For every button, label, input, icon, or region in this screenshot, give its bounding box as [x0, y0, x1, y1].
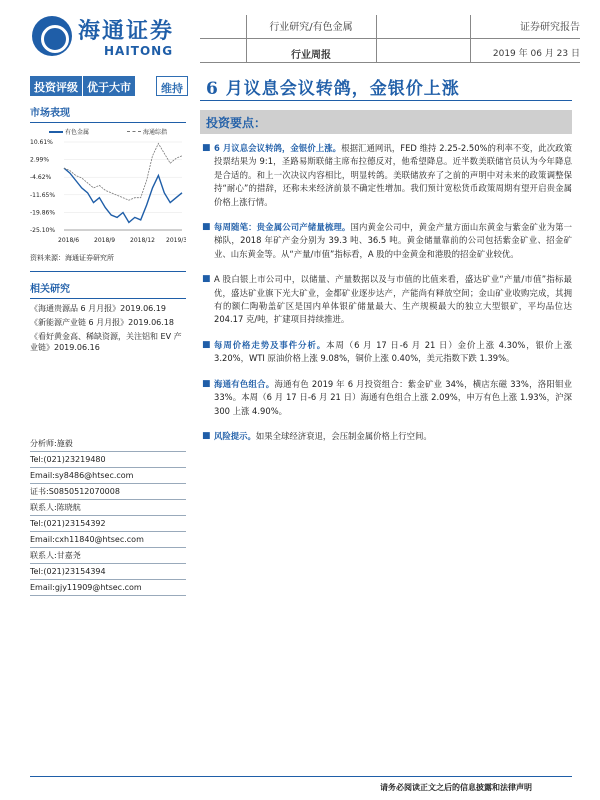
footer-disclaimer[interactable]: 请务必阅读正文之后的信息披露和法律声明 [380, 783, 532, 792]
key-point [202, 339, 572, 366]
subcategory-label: 行业周报 [291, 50, 331, 61]
bullet-icon: ■ [202, 339, 211, 350]
point-body: 本周（6 月 17 日-6 月 21 日）金价上涨 4.30%，银价上涨 3.20%，WTI 原油价格上涨 9.08%，铜价上涨 0.40%，美元指数下跌 1.39%。 [214, 339, 573, 364]
y-tick-label: 2.99% [30, 156, 50, 164]
haitong-logo [32, 14, 192, 60]
legend-item [127, 127, 167, 136]
point-lead: 风险提示。 [214, 430, 256, 441]
line-chart-svg [30, 138, 186, 248]
related-heading: 相关研究 [30, 280, 186, 299]
header-category [246, 18, 376, 61]
analyst-line: 联系人:甘嘉尧 [30, 548, 186, 564]
analyst-line[interactable]: Email:sy8486@htsec.com [30, 468, 186, 484]
left-sidebar [30, 104, 186, 356]
analyst-line: 证书:S0850512070008 [30, 484, 186, 500]
point-body: 国内黄金公司中，黄金产量方面山东黄金与紫金矿业为第一梯队，2018 年矿产金分别为 39.3 吨、36.5 吨。黄金储量靠前的公司包括紫金矿业、招金矿业、山东黄金等。从“产量/市值”指标看，A 股的中金黄金和港股的招金矿业较优。 [214, 222, 573, 259]
y-tick-label: 10.61% [30, 139, 53, 146]
header-divider [376, 15, 377, 63]
x-tick-label: 2018/9 [94, 237, 116, 244]
key-points-list [202, 142, 572, 455]
footer-rule [30, 776, 572, 777]
analyst-line[interactable]: Email:cxh11840@htsec.com [30, 532, 186, 548]
x-tick-label: 2018/12 [130, 237, 155, 244]
key-points-heading: 投资要点： [200, 110, 572, 134]
legend-item [49, 127, 89, 136]
header-rule [200, 62, 580, 63]
analyst-line: 分析师:施毅 [30, 436, 186, 452]
bullet-icon: ■ [202, 378, 211, 389]
analyst-contacts [30, 436, 186, 596]
bullet-icon: ■ [202, 274, 211, 285]
y-tick-label: -11.65% [30, 191, 56, 199]
related-item[interactable]: 《海通贵源品 6 月月报》2019.06.19 [30, 304, 166, 313]
y-tick-label: -25.10% [30, 227, 56, 234]
point-lead: 每周价格走势及事件分析。 [214, 339, 327, 350]
legend-label: 有色金属 [64, 129, 89, 136]
point-lead: 海通有色组合。 [214, 378, 275, 389]
market-chart [30, 127, 186, 249]
analyst-line: Tel:(021)23154392 [30, 516, 186, 532]
rating-label: 投资评级 [30, 76, 82, 96]
analyst-line: Tel:(021)23219480 [30, 452, 186, 468]
rating-value: 优于大市 [82, 76, 135, 96]
key-point [202, 378, 572, 418]
logo-en-text: HAITONG [104, 44, 174, 58]
report-date: 2019 年 06 月 23 日 [492, 49, 580, 59]
bullet-icon: ■ [202, 430, 211, 441]
category-label: 行业研究/有色金属 [269, 22, 353, 33]
market-heading: 市场表现 [30, 104, 186, 123]
x-tick-label: 2019/3 [166, 237, 186, 244]
related-item[interactable]: 《新能源产业链 6 月月报》2019.06.18 [30, 318, 174, 327]
series-line [64, 168, 182, 222]
report-title: 6 月议息会议转鸽，金银价上涨 [206, 79, 460, 99]
legend-label: 海通综指 [142, 129, 167, 136]
point-lead: 6 月议息会议转鸽，金银价上涨。 [214, 143, 342, 153]
analyst-line[interactable]: Email:gjy11909@htsec.com [30, 580, 186, 596]
haitong-logo-icon [32, 16, 72, 56]
bullet-icon: ■ [202, 222, 211, 233]
point-body: 如果全球经济衰退，会压制金属价格上行空间。 [255, 430, 432, 441]
report-type-label: 证券研究报告 [520, 22, 580, 33]
key-point [202, 221, 572, 261]
y-tick-label: -19.86% [30, 209, 56, 217]
chart-legend [30, 127, 186, 136]
analyst-line: 联系人:陈晓航 [30, 500, 186, 516]
y-tick-label: -4.62% [30, 174, 52, 182]
title-rule [200, 100, 572, 101]
key-point [202, 273, 572, 327]
point-lead: 每周随笔：贵金属公司产储量梳理。 [214, 222, 351, 233]
rating-status: 维持 [156, 76, 188, 96]
point-body: 海通有色 2019 年 6 月投资组合：紫金矿业 34%，横店东磁 33%，洛阳钼业 33%。本周（6 月 17 日-6 月 21 日）海通有色组合上涨 2.09%，申万有色上涨 1.93%，沪深 300 上涨 4.90%。 [214, 378, 573, 416]
chart-source: 资料来源：海通证券研究所 [30, 253, 186, 272]
logo-cn-text: 海通证券 [78, 19, 175, 44]
related-research [30, 280, 186, 353]
related-item[interactable]: 《看好黄金高、稀缺资源，关注铝和 EV 产业链》2019.06.16 [30, 332, 182, 352]
x-tick-label: 2018/6 [58, 237, 80, 244]
header-meta [470, 18, 580, 59]
key-point [202, 142, 572, 209]
key-point [202, 430, 572, 443]
point-body: A 股白银上市公司中，以储量、产量数据以及与市值的比值来看，盛达矿业“产量/市值”指标最优，盛达矿业旗下光大矿业，金都矿业逐步达产，产能尚有释放空间；金山矿业收购完成，其拥有的额仁陶勒盖矿区是国内单体银矿储量最大、生产规模最大的独立大型银矿，平均品位达 204.17 克/吨，扩建项目持续推进。 [214, 274, 572, 325]
analyst-line: Tel:(021)23154394 [30, 564, 186, 580]
point-body: 根据汇通网讯，FED 维持 2.25-2.50%的利率不变，此次政策投票结果为 9:1，圣路易斯联储主席布拉德反对，他希望降息。近半数美联储官员认为今年降息是合适的。和上一次决议内容相比，明显转鸽。美联储放弃了之前的声明中对未来的政策调整保持“耐心”的措辞，还称未来经济前景不确定性增加。我们预计宽松货币政策周期有望开启贵金属价格上涨行情。 [214, 143, 572, 207]
bullet-icon: ■ [202, 143, 211, 153]
rating-bar [30, 76, 188, 96]
